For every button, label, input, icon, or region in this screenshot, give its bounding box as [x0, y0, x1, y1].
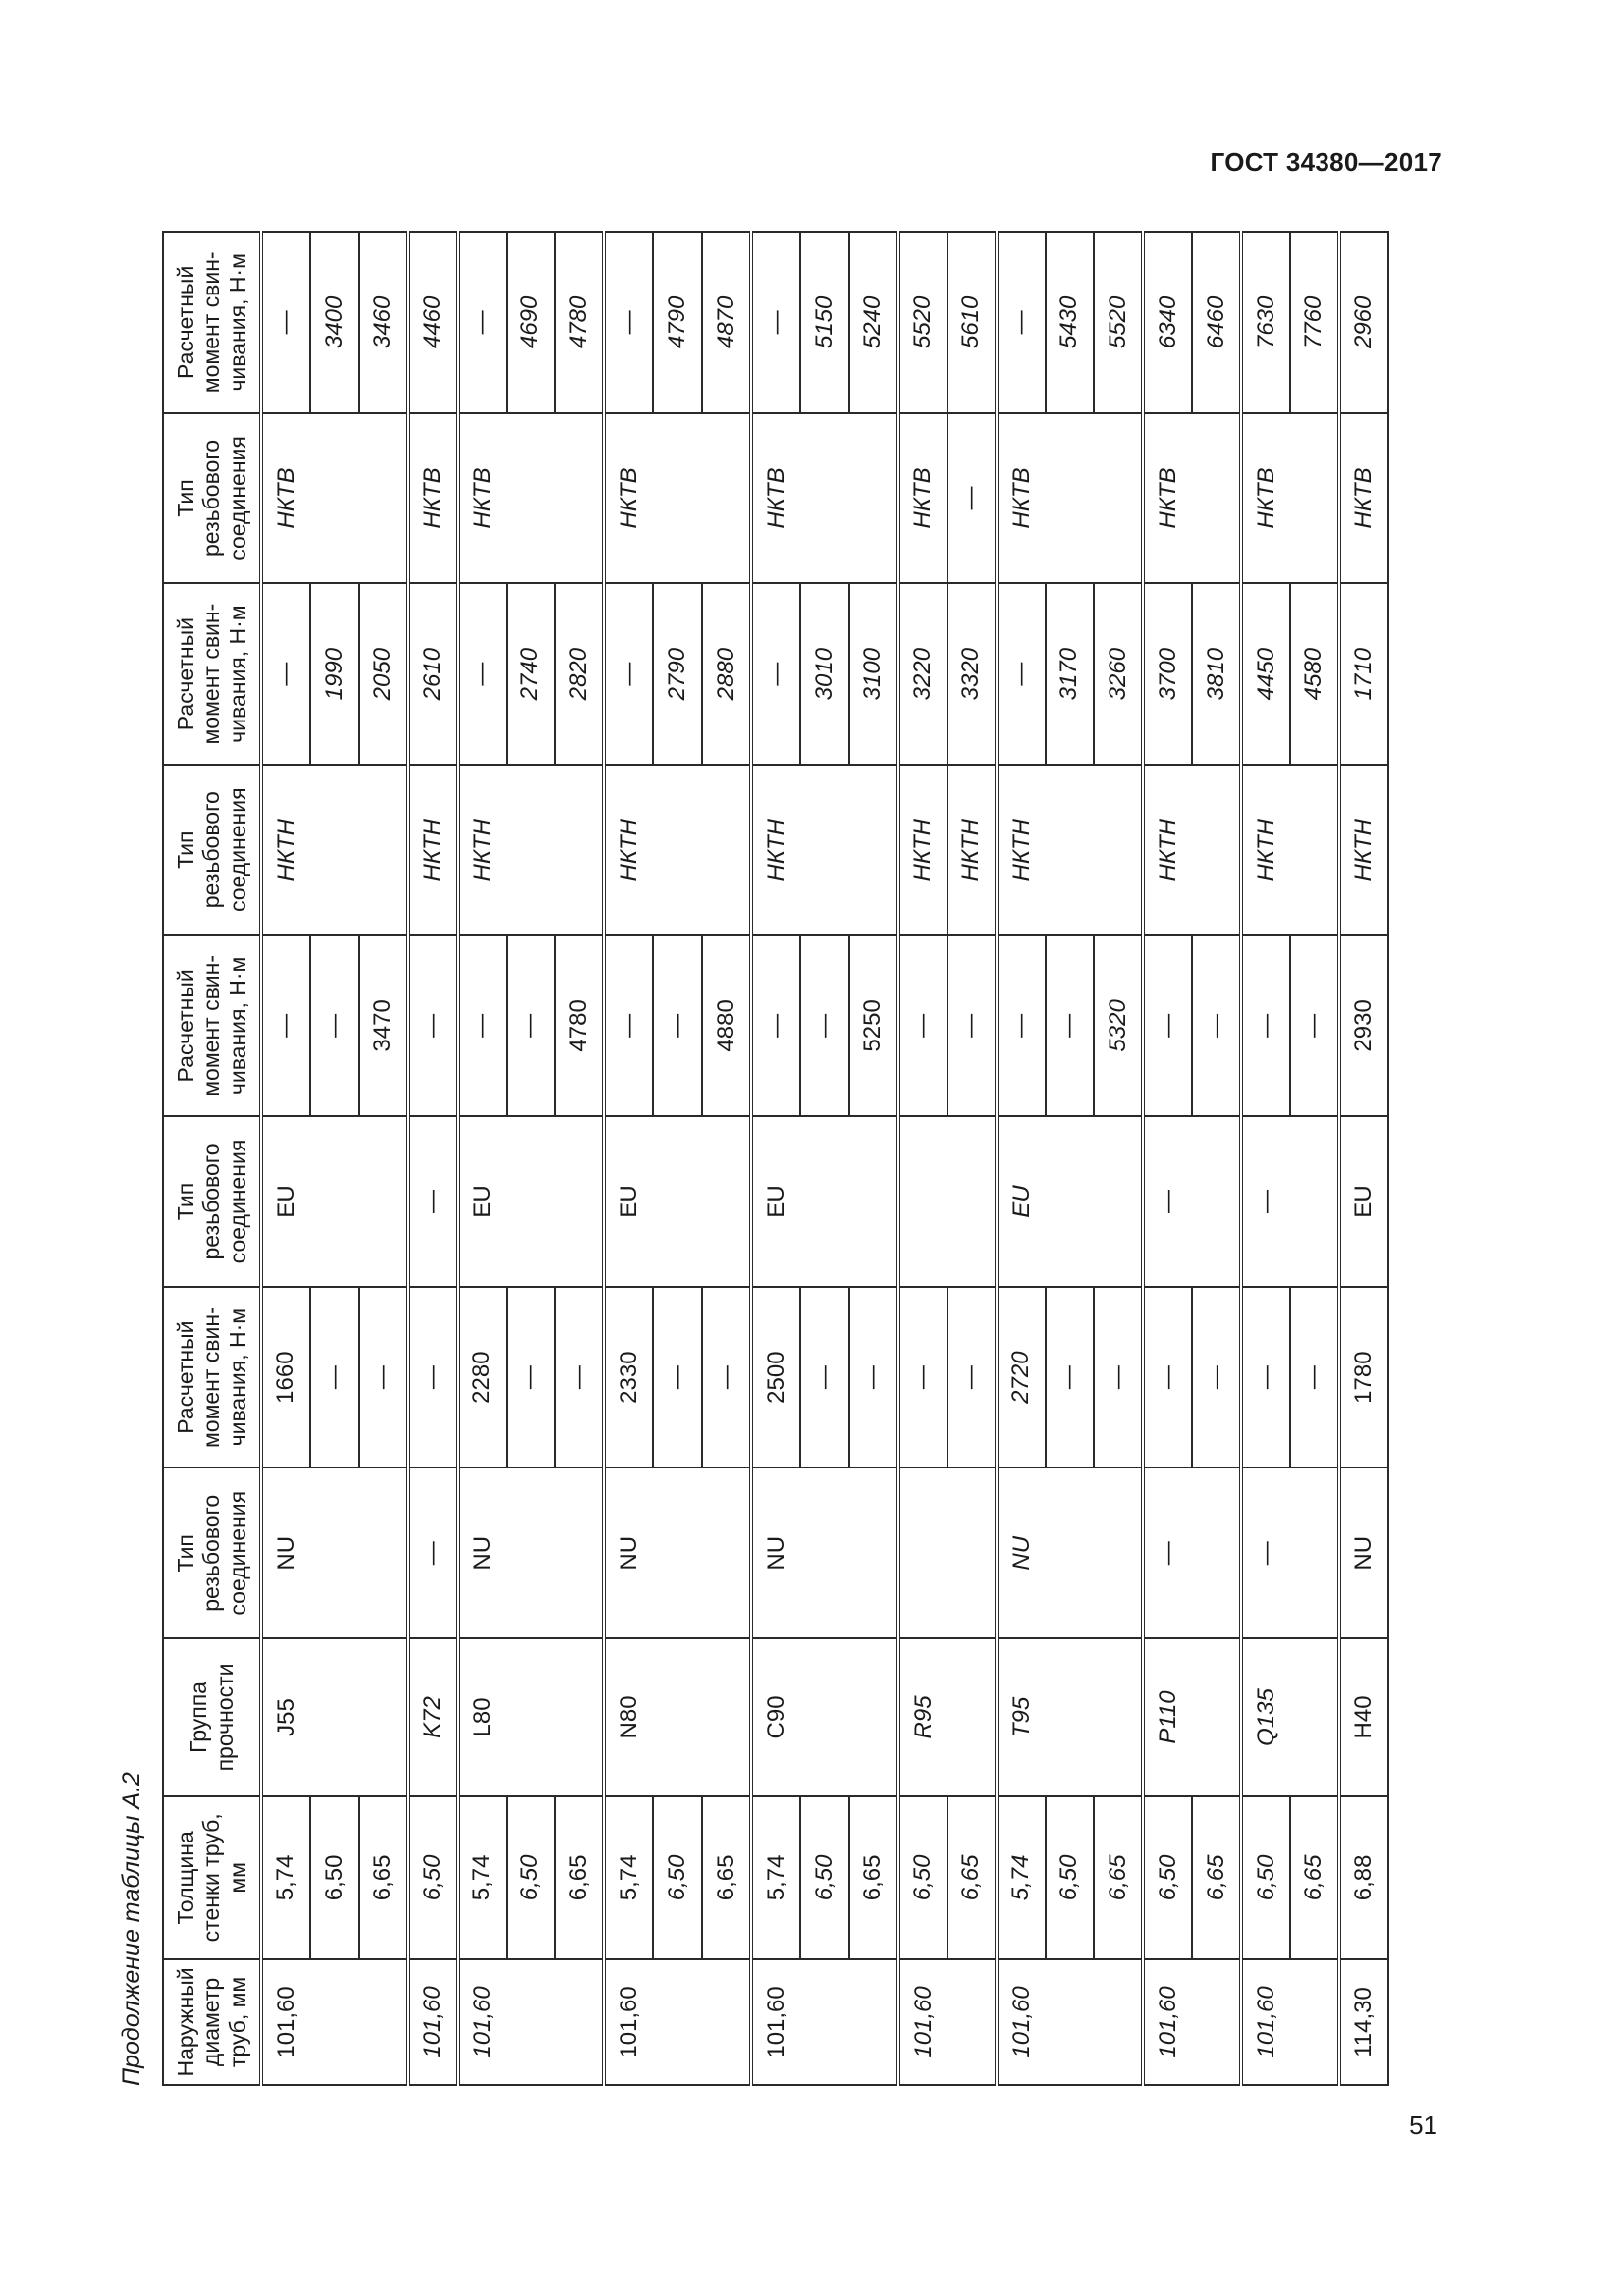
cell-wall-thickness: 6,65	[555, 1796, 604, 1959]
table-row	[997, 232, 1046, 2085]
cell-torque: —	[653, 935, 702, 1117]
cell-thread-type: EU	[1339, 1116, 1388, 1287]
cell-outer-diameter: 101,60	[1143, 1959, 1241, 2085]
cell-torque: —	[359, 1287, 408, 1468]
cell-torque: 5240	[849, 232, 898, 413]
cell-torque: 3220	[898, 583, 947, 765]
cell-torque: 4580	[1290, 583, 1339, 765]
cell-torque: 2790	[653, 583, 702, 765]
cell-torque: 2330	[604, 1287, 653, 1468]
cell-wall-thickness: 6,50	[1046, 1796, 1095, 1959]
cell-torque: —	[1046, 935, 1095, 1117]
cell-wall-thickness: 6,50	[310, 1796, 359, 1959]
cell-thread-type: НКТН	[458, 765, 605, 935]
cell-thread-type: НКТН	[997, 765, 1144, 935]
cell-thread-type: НКТВ	[604, 413, 751, 584]
cell-wall-thickness: 5,74	[458, 1796, 507, 1959]
cell-wall-thickness: 6,65	[702, 1796, 751, 1959]
cell-outer-diameter: 101,60	[604, 1959, 751, 2085]
cell-strength-group: C90	[751, 1638, 898, 1796]
cell-thread-type: НКТВ	[997, 413, 1144, 584]
cell-torque: 3810	[1192, 583, 1241, 765]
cell-torque: 4780	[555, 232, 604, 413]
cell-torque: —	[604, 583, 653, 765]
cell-thread-type: НКТН	[408, 765, 458, 935]
cell-torque: —	[1290, 1287, 1339, 1468]
cell-thread-type: —	[947, 413, 997, 584]
cell-torque: —	[898, 935, 947, 1117]
cell-torque: —	[800, 1287, 849, 1468]
cell-torque: —	[653, 1287, 702, 1468]
cell-torque: 2880	[702, 583, 751, 765]
cell-torque: —	[458, 935, 507, 1117]
cell-wall-thickness: 6,65	[1290, 1796, 1339, 1959]
table-caption: Продолжение таблицы А.2	[118, 1772, 145, 2086]
table-row	[458, 232, 507, 2085]
cell-torque: —	[947, 1287, 997, 1468]
cell-torque: 4790	[653, 232, 702, 413]
cell-torque: —	[1241, 935, 1290, 1117]
cell-torque: —	[800, 935, 849, 1117]
cell-thread-type: —	[1143, 1468, 1241, 1638]
cell-torque: —	[458, 583, 507, 765]
cell-torque: 4690	[507, 232, 556, 413]
cell-wall-thickness: 6,65	[849, 1796, 898, 1959]
cell-thread-type	[898, 1116, 997, 1287]
cell-wall-thickness: 6,65	[1192, 1796, 1241, 1959]
cell-torque: —	[751, 935, 800, 1117]
header-outer-diameter: Наружный диаметр труб, мм	[163, 1959, 261, 2085]
cell-thread-type: —	[1143, 1116, 1241, 1287]
cell-torque: —	[947, 935, 997, 1117]
table-row	[1241, 232, 1290, 2085]
cell-torque: 4450	[1241, 583, 1290, 765]
cell-outer-diameter: 101,60	[408, 1959, 458, 2085]
cell-torque: —	[898, 1287, 947, 1468]
cell-torque: —	[702, 1287, 751, 1468]
cell-torque: —	[1192, 935, 1241, 1117]
cell-torque: —	[261, 935, 310, 1117]
document-code: ГОСТ 34380—2017	[1210, 147, 1442, 177]
header-thread-type-1: Тип резьбового соединения	[163, 1468, 261, 1638]
header-thread-type-2: Тип резьбового соединения	[163, 1116, 261, 1287]
cell-outer-diameter: 101,60	[898, 1959, 997, 2085]
cell-thread-type: НКТВ	[1143, 413, 1241, 584]
cell-torque: 7630	[1241, 232, 1290, 413]
cell-thread-type: НКТВ	[261, 413, 408, 584]
cell-torque: —	[261, 232, 310, 413]
cell-strength-group: L80	[458, 1638, 605, 1796]
cell-wall-thickness: 6,50	[1143, 1796, 1192, 1959]
cell-torque: 2720	[997, 1287, 1046, 1468]
cell-torque: 5150	[800, 232, 849, 413]
cell-thread-type: NU	[604, 1468, 751, 1638]
cell-torque: 5520	[898, 232, 947, 413]
cell-torque: 2930	[1339, 935, 1388, 1117]
cell-thread-type: EU	[458, 1116, 605, 1287]
cell-torque: —	[261, 583, 310, 765]
cell-thread-type: НКТН	[947, 765, 997, 935]
cell-torque: 2050	[359, 583, 408, 765]
cell-torque: —	[458, 232, 507, 413]
header-thread-type-4: Тип резьбового соединения	[163, 413, 261, 584]
cell-torque: —	[1241, 1287, 1290, 1468]
cell-torque: 2740	[507, 583, 556, 765]
header-strength-group: Группа прочности	[163, 1638, 261, 1796]
cell-torque: 5320	[1094, 935, 1143, 1117]
cell-thread-type: НКТН	[1339, 765, 1388, 935]
cell-torque: —	[507, 935, 556, 1117]
cell-torque: 1990	[310, 583, 359, 765]
cell-thread-type: NU	[261, 1468, 408, 1638]
header-torque-4: Расчетный момент свин-чивания, Н·м	[163, 232, 261, 413]
cell-thread-type: —	[1241, 1468, 1339, 1638]
table-row	[1339, 232, 1388, 2085]
cell-wall-thickness: 6,50	[408, 1796, 458, 1959]
cell-torque: 4880	[702, 935, 751, 1117]
cell-strength-group: K72	[408, 1638, 458, 1796]
cell-torque: 3170	[1046, 583, 1095, 765]
cell-torque: —	[1143, 935, 1192, 1117]
cell-thread-type: НКТН	[751, 765, 898, 935]
cell-wall-thickness: 5,74	[604, 1796, 653, 1959]
header-thread-type-3: Тип резьбового соединения	[163, 765, 261, 935]
rotated-table-area	[118, 231, 1394, 2086]
cell-torque: —	[751, 583, 800, 765]
cell-thread-type: НКТВ	[1241, 413, 1339, 584]
cell-thread-type: НКТВ	[751, 413, 898, 584]
cell-outer-diameter: 101,60	[751, 1959, 898, 2085]
torque-table	[162, 231, 1389, 2086]
cell-thread-type: EU	[751, 1116, 898, 1287]
cell-thread-type: НКТН	[1143, 765, 1241, 935]
cell-torque: —	[408, 935, 458, 1117]
cell-thread-type: —	[408, 1116, 458, 1287]
cell-torque: —	[751, 232, 800, 413]
cell-torque: —	[408, 1287, 458, 1468]
cell-strength-group: P110	[1143, 1638, 1241, 1796]
cell-torque: 4780	[555, 935, 604, 1117]
header-torque-1: Расчетный момент свин-чивания, Н·м	[163, 1287, 261, 1468]
cell-torque: —	[507, 1287, 556, 1468]
cell-thread-type: НКТВ	[408, 413, 458, 584]
table-row	[604, 232, 653, 2085]
header-torque-3: Расчетный момент свин-чивания, Н·м	[163, 583, 261, 765]
table-row	[751, 232, 800, 2085]
cell-wall-thickness: 6,65	[1094, 1796, 1143, 1959]
cell-torque: —	[1094, 1287, 1143, 1468]
cell-torque: 3460	[359, 232, 408, 413]
cell-thread-type: EU	[261, 1116, 408, 1287]
cell-torque: —	[310, 1287, 359, 1468]
cell-torque: 4460	[408, 232, 458, 413]
cell-thread-type	[898, 1468, 997, 1638]
cell-thread-type: НКТВ	[1339, 413, 1388, 584]
cell-torque: —	[997, 232, 1046, 413]
table-row	[408, 232, 458, 2085]
cell-torque: —	[604, 935, 653, 1117]
cell-torque: 1780	[1339, 1287, 1388, 1468]
cell-thread-type: НКТН	[261, 765, 408, 935]
cell-torque: —	[1046, 1287, 1095, 1468]
cell-strength-group: H40	[1339, 1638, 1388, 1796]
table-row	[898, 232, 947, 2085]
header-row	[163, 232, 261, 2085]
cell-strength-group: Q135	[1241, 1638, 1339, 1796]
cell-strength-group: J55	[261, 1638, 408, 1796]
cell-wall-thickness: 5,74	[751, 1796, 800, 1959]
cell-outer-diameter: 114,30	[1339, 1959, 1388, 2085]
cell-outer-diameter: 101,60	[1241, 1959, 1339, 2085]
cell-torque: 3320	[947, 583, 997, 765]
cell-thread-type: EU	[604, 1116, 751, 1287]
cell-wall-thickness: 6,50	[653, 1796, 702, 1959]
cell-torque: 2280	[458, 1287, 507, 1468]
cell-wall-thickness: 6,50	[800, 1796, 849, 1959]
cell-torque: —	[310, 935, 359, 1117]
page-number: 51	[1409, 2110, 1437, 2140]
table-row	[1143, 232, 1192, 2085]
header-torque-2: Расчетный момент свин-чивания, Н·м	[163, 935, 261, 1117]
cell-torque: 3400	[310, 232, 359, 413]
cell-wall-thickness: 6,50	[1241, 1796, 1290, 1959]
cell-torque: 2820	[555, 583, 604, 765]
cell-torque: 3260	[1094, 583, 1143, 765]
cell-torque: 2960	[1339, 232, 1388, 413]
cell-thread-type: EU	[997, 1116, 1144, 1287]
cell-wall-thickness: 6,88	[1339, 1796, 1388, 1959]
cell-torque: 4870	[702, 232, 751, 413]
cell-thread-type: NU	[458, 1468, 605, 1638]
cell-torque: 5430	[1046, 232, 1095, 413]
cell-thread-type: —	[1241, 1116, 1339, 1287]
cell-wall-thickness: 5,74	[997, 1796, 1046, 1959]
cell-torque: —	[604, 232, 653, 413]
cell-thread-type: NU	[1339, 1468, 1388, 1638]
table-row	[261, 232, 310, 2085]
cell-outer-diameter: 101,60	[997, 1959, 1144, 2085]
cell-torque: —	[849, 1287, 898, 1468]
cell-torque: —	[1192, 1287, 1241, 1468]
cell-wall-thickness: 6,50	[507, 1796, 556, 1959]
cell-torque: 2500	[751, 1287, 800, 1468]
cell-thread-type: NU	[751, 1468, 898, 1638]
cell-wall-thickness: 6,50	[898, 1796, 947, 1959]
cell-torque: —	[555, 1287, 604, 1468]
header-wall-thickness: Толщина стенки труб, мм	[163, 1796, 261, 1959]
cell-torque: 7760	[1290, 232, 1339, 413]
cell-thread-type: НКТВ	[458, 413, 605, 584]
cell-strength-group: N80	[604, 1638, 751, 1796]
cell-torque: 5610	[947, 232, 997, 413]
cell-torque: —	[1143, 1287, 1192, 1468]
cell-torque: —	[997, 935, 1046, 1117]
cell-thread-type: НКТН	[898, 765, 947, 935]
cell-strength-group: T95	[997, 1638, 1144, 1796]
cell-thread-type: NU	[997, 1468, 1144, 1638]
cell-wall-thickness: 6,65	[359, 1796, 408, 1959]
cell-torque: —	[1290, 935, 1339, 1117]
cell-torque: 3700	[1143, 583, 1192, 765]
cell-wall-thickness: 5,74	[261, 1796, 310, 1959]
cell-torque: 5250	[849, 935, 898, 1117]
cell-thread-type: НКТВ	[898, 413, 947, 584]
cell-wall-thickness: 6,65	[947, 1796, 997, 1959]
cell-outer-diameter: 101,60	[261, 1959, 408, 2085]
cell-torque: 3010	[800, 583, 849, 765]
cell-strength-group: R95	[898, 1638, 997, 1796]
cell-torque: 2610	[408, 583, 458, 765]
cell-torque: 5520	[1094, 232, 1143, 413]
cell-torque: —	[997, 583, 1046, 765]
cell-thread-type: —	[408, 1468, 458, 1638]
cell-thread-type: НКТН	[1241, 765, 1339, 935]
cell-torque: 6340	[1143, 232, 1192, 413]
cell-torque: 1710	[1339, 583, 1388, 765]
cell-torque: 6460	[1192, 232, 1241, 413]
cell-thread-type: НКТН	[604, 765, 751, 935]
cell-outer-diameter: 101,60	[458, 1959, 605, 2085]
cell-torque: 3470	[359, 935, 408, 1117]
cell-torque: 1660	[261, 1287, 310, 1468]
cell-torque: 3100	[849, 583, 898, 765]
